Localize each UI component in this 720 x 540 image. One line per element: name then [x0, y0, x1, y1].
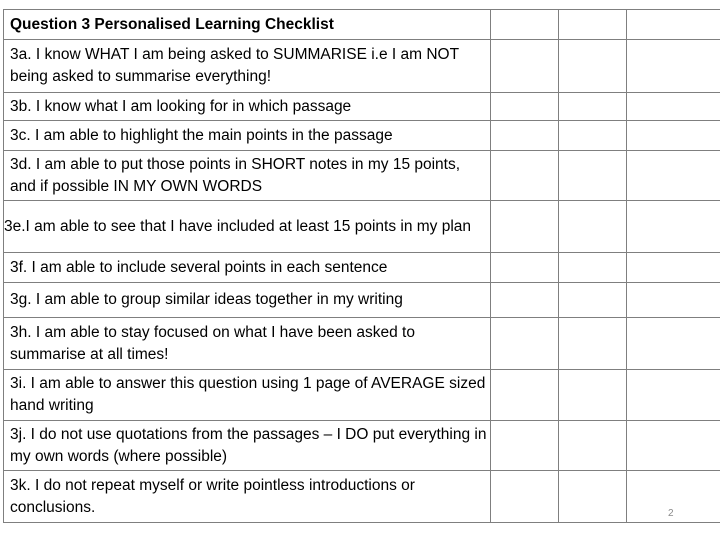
checklist-table	[3, 9, 720, 523]
checkbox-cell[interactable]	[491, 40, 559, 93]
checklist-item-3a: 3a. I know WHAT I am being asked to SUMMARISE i.e I am NOT being asked to summarise everything!	[4, 40, 491, 93]
checklist-item-3c: 3c. I am able to highlight the main points in the passage	[4, 121, 491, 151]
table-row	[4, 40, 720, 93]
checkbox-cell[interactable]	[627, 151, 720, 201]
checklist-item-3j: 3j. I do not use quotations from the passages – I DO put everything in my own words (where possible)	[4, 421, 491, 471]
checkbox-cell[interactable]	[559, 10, 627, 40]
checkbox-cell[interactable]	[559, 151, 627, 201]
checkbox-cell[interactable]	[559, 471, 627, 523]
checkbox-cell[interactable]	[627, 283, 720, 318]
checklist-item-3h: 3h. I am able to stay focused on what I have been asked to summarise at all times!	[4, 318, 491, 370]
checkbox-cell[interactable]	[491, 121, 559, 151]
checklist-item-3e: 3e.I am able to see that I have included at least 15 points in my plan	[4, 201, 491, 253]
checklist-item-3k: 3k. I do not repeat myself or write pointless introductions or conclusions.	[4, 471, 491, 523]
checklist-item-3i: 3i. I am able to answer this question using 1 page of AVERAGE sized hand writing	[4, 370, 491, 421]
checkbox-cell[interactable]	[491, 201, 559, 253]
checkbox-cell[interactable]	[559, 370, 627, 421]
checkbox-cell[interactable]	[491, 471, 559, 523]
checkbox-cell[interactable]	[559, 421, 627, 471]
checkbox-cell[interactable]	[559, 201, 627, 253]
table-row	[4, 93, 720, 121]
checkbox-cell[interactable]	[627, 40, 720, 93]
checkbox-cell[interactable]	[627, 93, 720, 121]
table-row	[4, 151, 720, 201]
table-row	[4, 318, 720, 370]
table-row-header	[4, 10, 720, 40]
checkbox-cell[interactable]	[559, 283, 627, 318]
checkbox-cell[interactable]	[627, 370, 720, 421]
checkbox-cell[interactable]	[491, 283, 559, 318]
checkbox-cell[interactable]	[627, 421, 720, 471]
table-row	[4, 283, 720, 318]
table-row	[4, 370, 720, 421]
checkbox-cell[interactable]	[559, 253, 627, 283]
table-row	[4, 253, 720, 283]
checklist-title: Question 3 Personalised Learning Checklist	[4, 10, 491, 40]
table-row	[4, 201, 720, 253]
checkbox-cell[interactable]	[491, 370, 559, 421]
page-number: 2	[668, 508, 674, 519]
checkbox-cell[interactable]	[627, 201, 720, 253]
table-row	[4, 421, 720, 471]
checkbox-cell[interactable]	[491, 151, 559, 201]
checkbox-cell[interactable]	[491, 93, 559, 121]
checkbox-cell[interactable]	[627, 10, 720, 40]
checkbox-cell[interactable]	[491, 10, 559, 40]
checkbox-cell[interactable]	[491, 253, 559, 283]
checklist-item-3b: 3b. I know what I am looking for in which passage	[4, 93, 491, 121]
checklist-item-3g: 3g. I am able to group similar ideas together in my writing	[4, 283, 491, 318]
checkbox-cell[interactable]	[627, 253, 720, 283]
checkbox-cell[interactable]	[559, 318, 627, 370]
checkbox-cell[interactable]	[627, 121, 720, 151]
checkbox-cell[interactable]	[491, 318, 559, 370]
checkbox-cell[interactable]	[559, 93, 627, 121]
table-row	[4, 471, 720, 523]
checkbox-cell[interactable]	[559, 121, 627, 151]
table-row	[4, 121, 720, 151]
checklist-item-3d: 3d. I am able to put those points in SHORT notes in my 15 points, and if possible IN MY OWN WORDS	[4, 151, 491, 201]
checkbox-cell[interactable]	[559, 40, 627, 93]
checkbox-cell[interactable]	[627, 318, 720, 370]
checklist-item-3f: 3f. I am able to include several points in each sentence	[4, 253, 491, 283]
checkbox-cell[interactable]	[491, 421, 559, 471]
